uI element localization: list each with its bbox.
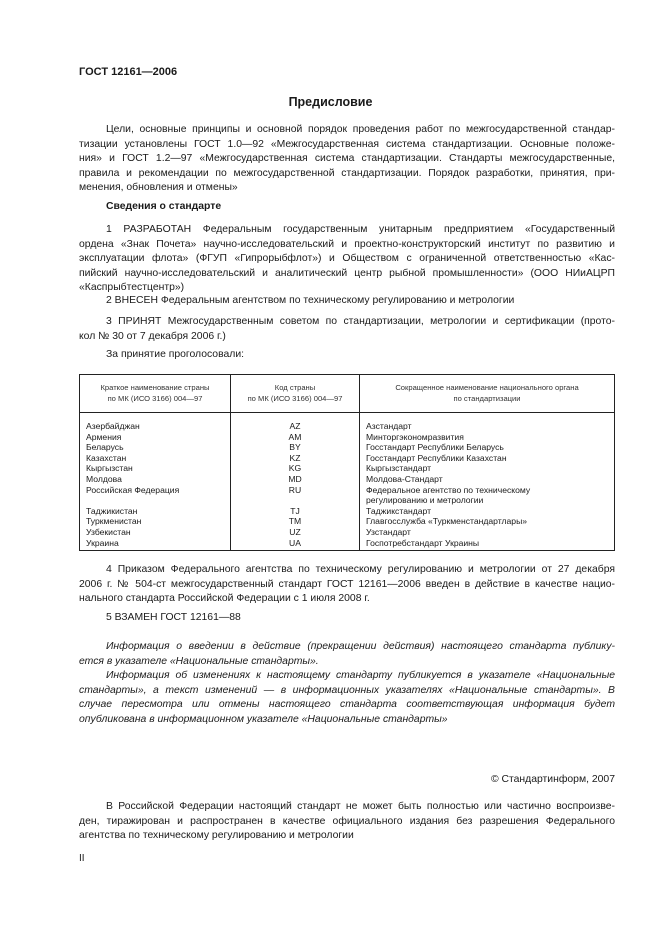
cell-country: Казахстан [80,453,231,464]
text-line: опубликована в информационном указателе «Национальные стандарты» [79,713,448,725]
cell-body: Госстандарт Республики Казахстан [360,453,615,464]
table-row [80,538,615,551]
page-number: II [79,853,85,864]
table-header-row [80,375,615,413]
table-row [80,527,615,538]
cell-code: RU [231,485,360,506]
cell-code: MD [231,474,360,485]
text-line: 5 ВЗАМЕН ГОСТ 12161—88 [106,612,241,623]
cell-country: Украина [80,538,231,551]
column-header-body: Сокращенное наименование национального органа по стандартизации [360,375,615,413]
text-line: агентства по техническому регулированию и метрологии [79,830,354,842]
text-line: пийский научно-исследовательский и аналитический центр рыбной промышленности» (ООО НИиАЦРП [79,267,615,279]
cell-country: Беларусь [80,442,231,453]
cell-country: Армения [80,432,231,443]
text-line: Цели, основные принципы и основной порядок проведения работ по межгосударственной стандар- [106,124,615,135]
text-line: В Российской Федерации настоящий стандарт не может быть полностью или частично воспроизве- [106,801,615,812]
text-line: кол № 30 от 7 декабря 2006 г.) [79,330,226,342]
page-title: Предисловие [288,95,373,109]
text-line: 2 ВНЕСЕН Федеральным агентством по техническому регулированию и метрологии [106,295,515,306]
text-line: 4 Приказом Федерального агентства по техническому регулированию и метрологии от 27 декабря [106,564,615,575]
table-row [80,474,615,485]
text-line: Информация о введении в действие (прекращении действия) настоящего стандарта публику- [106,641,615,652]
text-line: «Каспрыбтестцентр») [79,282,185,294]
intro-paragraph [79,123,615,196]
cell-country: Таджикистан [80,506,231,517]
text-line: 2006 г. № 504-ст межгосударственный стандарт ГОСТ 12161—2006 введен в действие в качестве нацио- [79,578,615,590]
table-row [80,413,615,432]
reproduction-notice [79,800,615,844]
cell-country: Молдова [80,474,231,485]
cell-code: KZ [231,453,360,464]
info-introduction [79,640,615,669]
text-line: правила и рекомендации по межгосударственной стандартизации. Порядок разработки, принятия, при- [79,167,615,179]
text-line: ния» и ГОСТ 1.2—97 «Межгосударственная система стандартизации. Стандарты межгосударственные, [79,153,615,165]
cell-body: Минторгэкономразвития [360,432,615,443]
cell-code: TM [231,516,360,527]
cell-body: Молдова-Стандарт [360,474,615,485]
item-1-developed [79,223,615,296]
cell-code: KG [231,463,360,474]
cell-body: Госпотребстандарт Украины [360,538,615,551]
item-4-order [79,563,615,607]
cell-body: Таджикстандарт [360,506,615,517]
cell-body: Узстандарт [360,527,615,538]
info-changes [79,669,615,727]
text-line: 3 ПРИНЯТ Межгосударственным советом по стандартизации, метрологии и сертификации (прото- [106,316,615,327]
text-line: ется в указателе «Национальные стандарты». [79,655,319,667]
table-row [80,453,615,464]
cell-body: Главгосслужба «Туркменстандартлары» [360,516,615,527]
cell-body: Госстандарт Республики Беларусь [360,442,615,453]
voted-label [79,348,615,363]
copyright: © Стандартинформ, 2007 [490,774,615,785]
table-row [80,463,615,474]
cell-code: AM [231,432,360,443]
column-header-code: Код страны по МК (ИСО 3166) 004—97 [231,375,360,413]
cell-body: Федеральное агентство по техническому регулированию и метрологии [360,485,615,506]
cell-body: Кыргызстандарт [360,463,615,474]
text-line: эксплуатации флота» (ФГУП «Гипрорыбфлот») и Обществом с ограниченной ответственностью «Кас- [79,253,615,265]
item-3-adopted [79,315,615,344]
item-5-replaces [79,611,615,626]
item-2-introduced [79,294,615,309]
cell-code: AZ [231,413,360,432]
cell-country: Кыргызстан [80,463,231,474]
table-row [80,432,615,443]
section-heading [79,200,615,215]
text-line: менения, обновления и отмены» [79,182,238,194]
text-line: случае пересмотра или отмены настоящего стандарта соответствующая информация будет [79,699,615,711]
cell-country: Российская Федерация [80,485,231,506]
text-line: ордена «Знак Почета» научно-исследовательский и проектно-конструкторский институт по развитию и [79,238,615,250]
section-heading-text: Сведения о стандарте [106,201,222,212]
table-row [80,516,615,527]
cell-body: Азстандарт [360,413,615,432]
table-row [80,506,615,517]
cell-country: Туркменистан [80,516,231,527]
text-line: 1 РАЗРАБОТАН Федеральным государственным унитарным предприятием «Государственный [106,224,615,235]
text-line: тизации установлены ГОСТ 1.0—92 «Межгосударственная система стандартизации. Основные положе- [79,138,615,150]
text-line: За принятие проголосовали: [106,349,245,360]
document-code: ГОСТ 12161—2006 [79,66,178,78]
cell-code: BY [231,442,360,453]
text-line: нального стандарта Российской Федерации с 1 июля 2008 г. [79,593,370,605]
voting-table [79,374,615,551]
cell-code: UA [231,538,360,551]
text-line: ден, тиражирован и распространен в качестве официального издания без разрешения Федерального [79,815,615,827]
column-header-country: Краткое наименование страны по МК (ИСО 3166) 004—97 [80,375,231,413]
table-row [80,485,615,506]
cell-country: Азербайджан [80,413,231,432]
cell-country: Узбекистан [80,527,231,538]
cell-code: TJ [231,506,360,517]
text-line: стандарты», а текст изменений — в информационных указателях «Национальные стандарты». В [79,684,615,696]
text-line: Информация об изменениях к настоящему стандарту публикуется в указателе «Национальные [106,670,615,681]
cell-code: UZ [231,527,360,538]
table-row [80,442,615,453]
